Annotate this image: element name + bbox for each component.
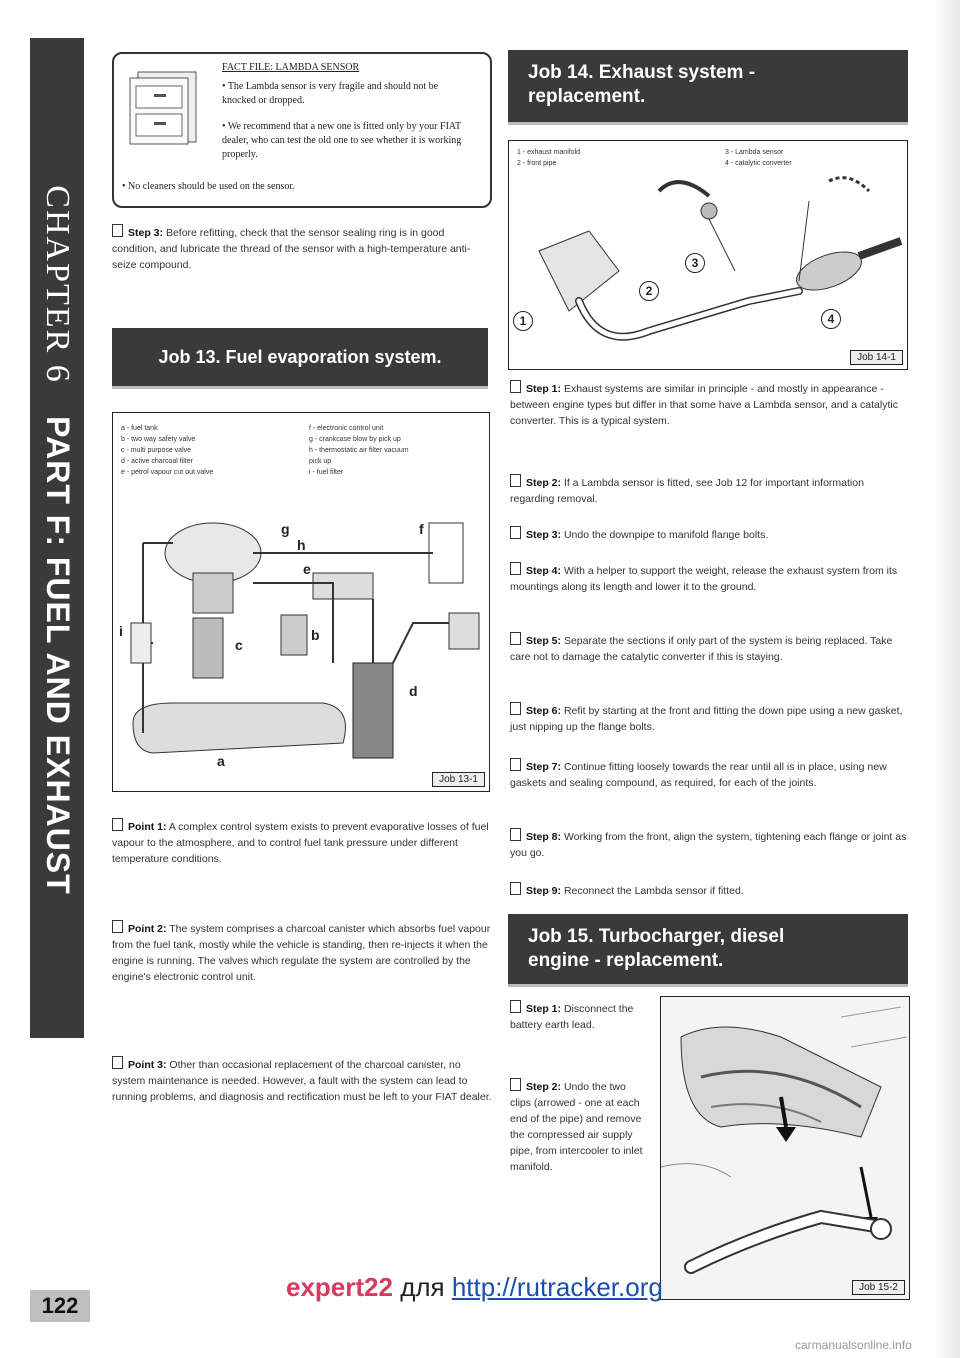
diagram-label-h: h xyxy=(297,537,306,553)
turbocharger-pipe-photo xyxy=(661,997,909,1299)
job-14-step-2: Step 2: If a Lambda sensor is fitted, see Job 12 for important information regarding removal. xyxy=(510,474,908,507)
diagram-label-g: g xyxy=(281,521,290,537)
job-13-title: Job 13. Fuel evaporation system. xyxy=(158,347,442,367)
fact-file-box xyxy=(112,52,492,208)
checkbox-icon xyxy=(510,702,521,715)
checkbox-icon xyxy=(510,562,521,575)
job-14-step-7: Step 7: Continue fitting loosely towards the rear until all is in place, using new gaskets and sealing compound, as required, for each of the joints. xyxy=(510,758,908,791)
job-14-step-4: Step 4: With a helper to support the weight, release the exhaust system from its mountings along its length and lower it to the ground. xyxy=(510,562,908,595)
part-label: PART F: FUEL AND EXHAUST xyxy=(40,416,76,895)
job-14-step-9: Step 9: Reconnect the Lambda sensor if fitted. xyxy=(510,882,908,899)
job-13-legend-left: a - fuel tank b - two way safety valve c - multi purpose valve d - active charcoal filter e - petrol vapour cut out valve xyxy=(121,425,214,476)
job-15-step-1: Step 1: Disconnect the battery earth lead. xyxy=(510,1000,648,1033)
figure-tag: Job 15-2 xyxy=(852,1280,905,1295)
job-14-banner xyxy=(508,50,908,125)
step-3-lambda xyxy=(112,224,492,273)
credit-brand: expert22 xyxy=(286,1272,393,1302)
checkbox-icon xyxy=(510,1000,521,1013)
job-13-figure xyxy=(112,412,490,792)
job-15-banner xyxy=(508,914,908,987)
exhaust-system-diagram xyxy=(509,171,907,367)
point-3: Point 3: Other than occasional replacement of the charcoal canister, no system maintenance is needed. However, a fault with the system can lead to running problems, and diagnosis and rectification must be left to your FIAT dealer. xyxy=(112,1056,492,1105)
credit-middle: для xyxy=(392,1272,452,1302)
job-14-step-6: Step 6: Refit by starting at the front and fitting the down pipe using a new gasket, just nipping up the flange bolts. xyxy=(510,702,908,735)
job-14-legend-right: 3 - Lambda sensor 4 - catalytic converter xyxy=(725,149,792,167)
diagram-label-e: e xyxy=(303,561,311,577)
checkbox-icon xyxy=(112,1056,123,1069)
checkbox-icon xyxy=(510,828,521,841)
chapter-label: CHAPTER 6 xyxy=(39,185,76,384)
point-2: Point 2: The system comprises a charcoal canister which absorbs fuel vapour from the fuel tank, mostly while the vehicle is standing, then re-injects it when the engine is running. The valves which regulate the system are controlled by the engine's electronic control unit. xyxy=(112,920,492,985)
job-14-title-line2: replacement. xyxy=(528,86,646,107)
job-15-figure xyxy=(660,996,910,1300)
callout-2: 2 xyxy=(639,281,659,301)
page-number: 122 xyxy=(30,1290,90,1322)
job-14-legend-left: 1 - exhaust manifold 2 - front pipe xyxy=(517,149,581,167)
job-15-title-line2: engine - replacement. xyxy=(528,950,724,971)
job-14-step-3: Step 3: Undo the downpipe to manifold flange bolts. xyxy=(510,526,908,543)
fact-file-title: FACT FILE: LAMBDA SENSOR xyxy=(222,62,360,73)
diagram-label-f: f xyxy=(419,521,424,537)
fact-bullet-2: • We recommend that a new one is fitted only by your FIAT dealer, who can test the old one to see whether it is working properly. xyxy=(222,121,462,160)
page-edge-shadow xyxy=(935,0,960,1358)
sidebar-title xyxy=(38,185,76,894)
callout-1: 1 xyxy=(513,311,533,331)
job-14-title-line1: Job 14. Exhaust system - xyxy=(528,62,756,83)
diagram-label-c: c xyxy=(235,637,243,653)
callout-4: 4 xyxy=(821,309,841,329)
fact-bullet-1: • The Lambda sensor is very fragile and should not be knocked or dropped. xyxy=(222,81,439,106)
job-15-title-line1: Job 15. Turbocharger, diesel xyxy=(528,926,785,947)
diagram-label-b: b xyxy=(311,627,320,643)
checkbox-icon xyxy=(510,526,521,539)
job-15-step-2: Step 2: Undo the two clips (arrowed - one at each end of the pipe) and remove the compressed air supply pipe, from intercooler to inlet manifold. xyxy=(510,1078,648,1175)
checkbox-icon xyxy=(510,758,521,771)
step-text: Before refitting, check that the sensor sealing ring is in good condition, and lubricate the thread of the sensor with a high-temperature anti-seize compound. xyxy=(112,227,471,271)
checkbox-icon xyxy=(510,1078,521,1091)
point-1: Point 1: A complex control system exists to prevent evaporative losses of fuel vapour to the atmosphere, and to control fuel tank pressure under different temperature conditions. xyxy=(112,818,492,867)
job-14-figure xyxy=(508,140,908,370)
job-14-step-5: Step 5: Separate the sections if only part of the system is being replaced. Take care not to damage the catalytic converter if this is staying. xyxy=(510,632,908,665)
diagram-label-a: a xyxy=(217,753,225,769)
job-13-banner xyxy=(112,328,488,389)
checkbox-icon xyxy=(510,380,521,393)
credit-line xyxy=(286,1272,663,1303)
footer-watermark: carmanualsonline.info xyxy=(795,1338,912,1352)
diagram-label-d: d xyxy=(409,683,418,699)
job-14-step-1: Step 1: Exhaust systems are similar in principle - and mostly in appearance - between engine types but differ in that some have a Lambda sensor, and a catalytic converter. This is a typical system. xyxy=(510,380,908,429)
job-14-step-8: Step 8: Working from the front, align the system, tightening each flange or joint as you go. xyxy=(510,828,908,861)
figure-tag: Job 13-1 xyxy=(432,772,485,787)
checkbox-icon xyxy=(112,920,123,933)
checkbox-icon xyxy=(510,474,521,487)
filing-cabinet-icon xyxy=(124,66,202,146)
checkbox-icon xyxy=(112,818,123,831)
checkbox-icon xyxy=(510,632,521,645)
credit-link[interactable]: http://rutracker.org xyxy=(451,1272,663,1302)
callout-3: 3 xyxy=(685,253,705,273)
diagram-label-i: i xyxy=(119,623,123,639)
fact-bullet-3: • No cleaners should be used on the sensor. xyxy=(122,181,295,192)
checkbox-icon xyxy=(510,882,521,895)
figure-tag: Job 14-1 xyxy=(850,350,903,365)
step-label: Step 3: xyxy=(128,227,164,239)
checkbox-icon xyxy=(112,224,123,237)
job-13-legend-right: f - electronic control unit g - crankcase blow by pick up h - thermostatic air filter vacuum pick up i - fuel filter xyxy=(309,425,409,476)
